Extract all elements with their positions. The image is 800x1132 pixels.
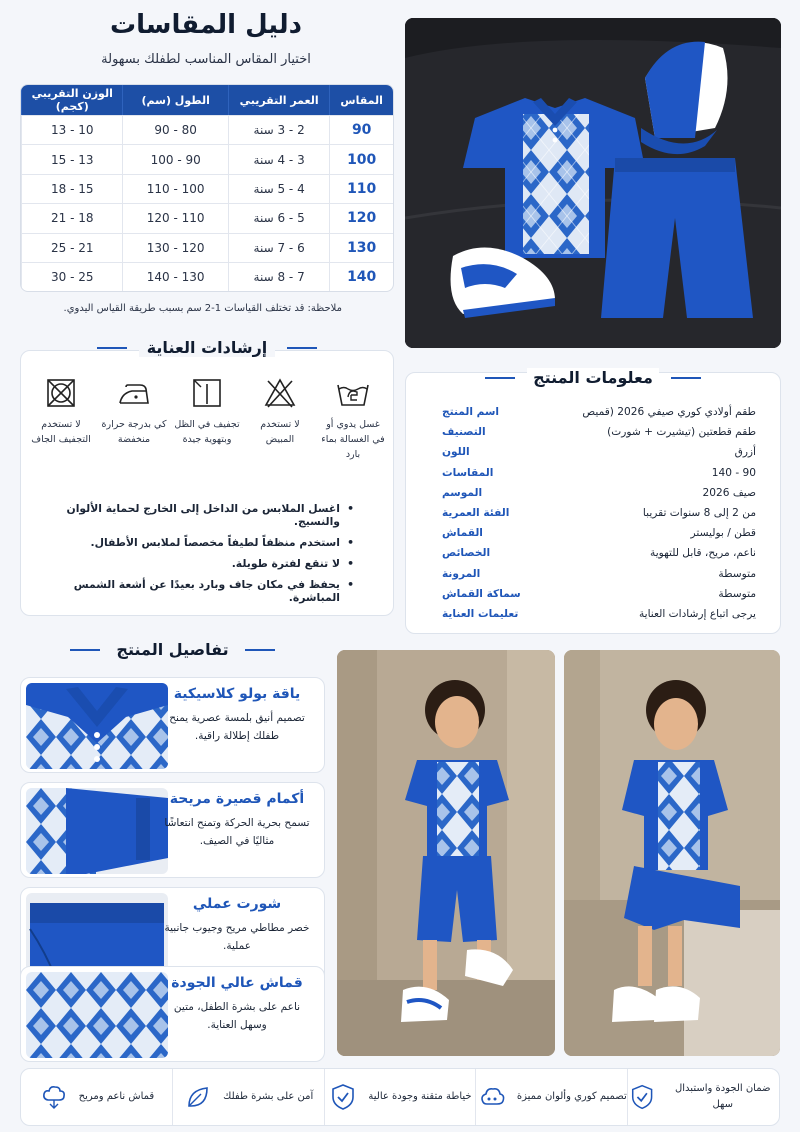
info-row xyxy=(420,564,766,584)
info-key: تعليمات العناية xyxy=(442,607,519,620)
fabric-illustration xyxy=(26,972,168,1058)
detail-card-fabric xyxy=(20,966,325,1062)
cell-size: 120 xyxy=(329,204,393,232)
list-item: • استخدم منظفاً لطيفاً مخصصاً لملابس الأطفال. xyxy=(40,536,354,549)
detail-title: شورت عملي xyxy=(192,896,282,912)
detail-text xyxy=(162,975,312,1035)
feature-item xyxy=(172,1069,324,1125)
info-row xyxy=(420,543,766,563)
care-icon-item xyxy=(28,375,94,463)
list-item: • اغسل الملابس من الداخل إلى الخارج لحماية الألوان والنسيج. xyxy=(40,502,354,528)
detail-title: قماش عالي الجودة xyxy=(171,975,303,991)
feature-item xyxy=(21,1069,172,1125)
info-row xyxy=(420,584,766,604)
detail-title: أكمام قصيرة مريحة xyxy=(169,791,305,807)
care-icon-label: لا تستخدم التجفيف الجاف xyxy=(31,419,91,446)
iron-low-icon xyxy=(116,375,152,411)
heading-dash xyxy=(97,347,127,349)
detail-card-collar xyxy=(20,677,325,773)
care-icon-label: تجفيف في الظل وبتهوية جيدة xyxy=(174,419,240,446)
care-tips-list xyxy=(40,502,354,612)
sleeve-illustration xyxy=(26,788,168,874)
model-walking-illustration xyxy=(337,650,555,1056)
cell-age: 3 - 4 سنة xyxy=(228,145,329,173)
model-walking-photo xyxy=(337,650,555,1056)
fabric-closeup-image xyxy=(26,972,168,1058)
info-value: طقم أولادي كوري صيفي 2026 (قميص xyxy=(582,406,756,419)
info-value: صيف 2026 xyxy=(702,486,756,499)
info-key: سماكة القماش xyxy=(442,587,521,600)
cell-age: 4 - 5 سنة xyxy=(228,175,329,203)
cell-height: 100 - 110 xyxy=(122,175,227,203)
cell-height: 120 - 130 xyxy=(122,234,227,262)
info-key: الموسم xyxy=(442,486,483,499)
info-value: 90 - 140 xyxy=(711,466,756,479)
leaf-icon xyxy=(183,1082,213,1112)
feature-label: خياطة متقنة وجودة عالية xyxy=(368,1091,472,1102)
info-row xyxy=(420,503,766,523)
model-sitting-illustration xyxy=(564,650,780,1056)
cell-age: 5 - 6 سنة xyxy=(228,204,329,232)
info-key: المرونة xyxy=(442,567,481,580)
info-row xyxy=(420,483,766,503)
feature-label: ضمان الجودة واستبدال سهل xyxy=(675,1083,771,1110)
care-icon-label: غسل يدوي أو في الغسالة بماء بارد xyxy=(321,419,385,461)
info-rows xyxy=(420,402,766,624)
table-row xyxy=(21,174,393,203)
cell-age: 7 - 8 سنة xyxy=(228,263,329,291)
product-flatlay-photo xyxy=(405,18,781,348)
cell-height: 130 - 140 xyxy=(122,263,227,291)
info-row xyxy=(420,422,766,442)
no-tumble-dry-icon xyxy=(43,375,79,411)
info-key: المقاسات xyxy=(442,466,494,479)
info-value: أزرق xyxy=(734,446,756,459)
cell-weight: 13 - 15 xyxy=(21,145,122,173)
info-value: متوسطة xyxy=(718,567,756,580)
info-key: القماش xyxy=(442,527,483,540)
sleeve-closeup-image xyxy=(26,788,168,874)
detail-desc: خصر مطاطي مريح وجيوب جانبية عملية. xyxy=(164,922,310,952)
cell-size: 110 xyxy=(329,175,393,203)
heading-dash xyxy=(287,347,317,349)
stitching-shield-icon xyxy=(328,1082,358,1112)
detail-text xyxy=(162,896,312,956)
header-weight: الوزن التقريبي (كجم) xyxy=(21,85,122,115)
cell-height: 80 - 90 xyxy=(122,116,227,144)
info-value: طقم قطعتين (تيشيرت + شورت) xyxy=(607,426,756,439)
cotton-icon xyxy=(39,1082,69,1112)
feature-item xyxy=(627,1069,779,1125)
size-table xyxy=(20,84,394,292)
feature-item xyxy=(475,1069,627,1125)
table-row xyxy=(21,115,393,144)
info-title: معلومات المنتج xyxy=(527,368,659,387)
detail-text xyxy=(162,686,312,746)
detail-desc: تصميم أنيق بلمسة عصرية يمنح طفلك إطلالة راقية. xyxy=(169,712,305,742)
quality-shield-icon xyxy=(628,1082,656,1112)
list-item: • لا تنقع لفترة طويلة. xyxy=(40,557,354,570)
cell-weight: 10 - 13 xyxy=(21,116,122,144)
info-row xyxy=(420,604,766,624)
header-height: الطول (سم) xyxy=(122,85,227,115)
details-heading xyxy=(20,640,325,659)
size-guide-title: دليل المقاسات xyxy=(109,10,303,40)
cell-weight: 21 - 25 xyxy=(21,234,122,262)
care-icon-item xyxy=(174,375,240,463)
cell-weight: 25 - 30 xyxy=(21,263,122,291)
care-title: إرشادات العناية xyxy=(139,338,276,357)
feature-item xyxy=(324,1069,476,1125)
care-icon-item xyxy=(101,375,167,463)
size-note: ملاحظة: قد تختلف القياسات 1-2 سم بسبب طريقة القياس اليدوي. xyxy=(63,303,342,314)
info-key: الفئة العمرية xyxy=(442,507,510,520)
header-size: المقاس xyxy=(329,85,393,115)
cell-size: 140 xyxy=(329,263,393,291)
info-value: يرجى اتباع إرشادات العناية xyxy=(638,607,756,620)
feature-label: قماش ناعم ومريح xyxy=(78,1091,155,1102)
cell-weight: 18 - 21 xyxy=(21,204,122,232)
info-value: ناعم، مريح، قابل للتهوية xyxy=(650,547,756,560)
feature-label: آمن على بشرة طفلك xyxy=(223,1091,314,1102)
cell-size: 90 xyxy=(329,116,393,144)
info-row xyxy=(420,442,766,462)
info-key: اللون xyxy=(442,446,470,459)
hand-wash-icon xyxy=(335,375,371,411)
detail-desc: تسمح بحرية الحركة وتمنح انتعاشًا مثاليًا في الصيف. xyxy=(164,817,310,847)
care-icon-item xyxy=(320,375,386,463)
size-guide-subtitle: اختيار المقاس المناسب لطفلك بسهولة xyxy=(101,52,311,67)
heading-dash xyxy=(485,377,515,379)
korean-design-icon xyxy=(477,1082,507,1112)
heading-dash xyxy=(245,649,275,651)
features-bar xyxy=(20,1068,780,1126)
info-value: قطن / بوليستر xyxy=(690,527,756,540)
flatlay-illustration xyxy=(405,18,781,348)
info-row xyxy=(420,463,766,483)
cell-age: 2 - 3 سنة xyxy=(228,116,329,144)
cell-age: 6 - 7 سنة xyxy=(228,234,329,262)
info-heading xyxy=(405,368,781,387)
details-title: تفاصيل المنتج xyxy=(112,640,232,659)
cell-size: 130 xyxy=(329,234,393,262)
cell-weight: 15 - 18 xyxy=(21,175,122,203)
care-icon-label: كي بدرجة حرارة منخفضة xyxy=(101,419,167,446)
feature-label: تصميم كوري وألوان مميزة xyxy=(516,1091,627,1102)
table-row xyxy=(21,262,393,291)
care-icon-item xyxy=(247,375,313,463)
cell-size: 100 xyxy=(329,145,393,173)
collar-closeup-image xyxy=(26,683,168,769)
header-age: العمر التقريبي xyxy=(228,85,329,115)
collar-illustration xyxy=(26,683,168,769)
detail-text xyxy=(162,791,312,851)
info-key: الخصائص xyxy=(442,547,491,560)
dry-in-shade-icon xyxy=(189,375,225,411)
info-value: من 2 إلى 8 سنوات تقريبا xyxy=(642,507,756,520)
detail-desc: ناعم على بشرة الطفل، متين وسهل العناية. xyxy=(173,1001,301,1031)
model-sitting-photo xyxy=(564,650,780,1056)
cell-height: 90 - 100 xyxy=(122,145,227,173)
list-item: • يحفظ في مكان جاف وبارد بعيدًا عن أشعة الشمس المباشرة. xyxy=(40,578,354,604)
cell-height: 110 - 120 xyxy=(122,204,227,232)
info-value: متوسطة xyxy=(718,587,756,600)
table-row xyxy=(21,203,393,232)
heading-dash xyxy=(671,377,701,379)
table-row xyxy=(21,233,393,262)
heading-dash xyxy=(70,649,100,651)
info-row xyxy=(420,402,766,422)
table-row xyxy=(21,144,393,173)
info-row xyxy=(420,523,766,543)
care-icon-label: لا تستخدم المبيض xyxy=(260,419,300,446)
detail-card-sleeves xyxy=(20,782,325,878)
care-icons-row xyxy=(28,375,386,463)
size-table-header xyxy=(21,85,393,115)
no-bleach-icon xyxy=(262,375,298,411)
info-key: التصنيف xyxy=(442,426,486,439)
care-heading xyxy=(20,338,394,357)
detail-title: ياقة بولو كلاسيكية xyxy=(173,686,301,702)
info-key: اسم المنتج xyxy=(442,406,500,419)
